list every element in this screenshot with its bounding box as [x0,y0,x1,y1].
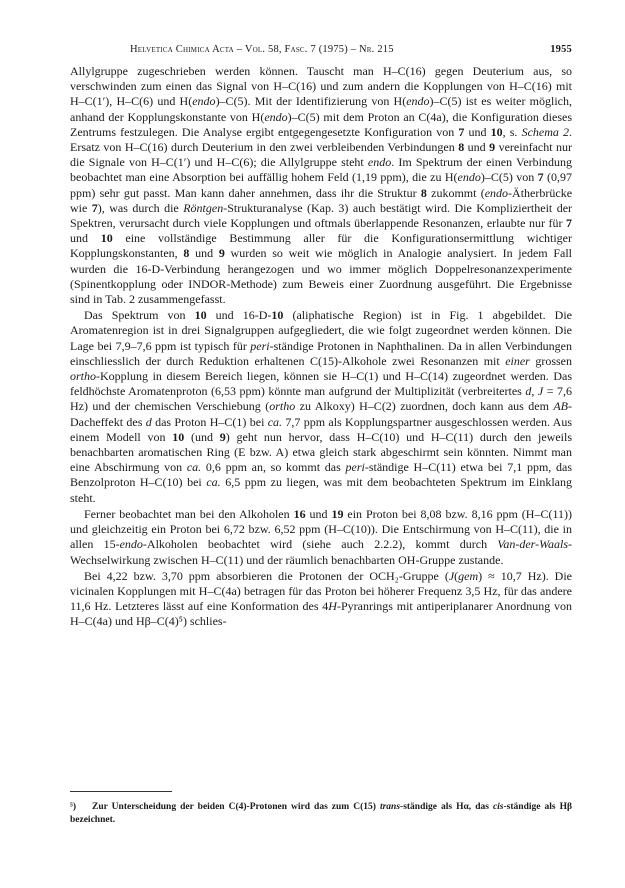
compound-number: 7 [91,200,98,215]
page-number: 1955 [550,44,572,55]
compound-number: 7 [458,124,465,139]
italic-run: J [448,568,455,583]
italic-run: J [537,384,544,399]
paragraph [70,569,572,630]
italic-run: endo [457,170,481,185]
footnote-rule [70,791,172,792]
text-run: ), was durch die [97,200,184,215]
text-run: -Kopplung in diesem Bereich liegen, können sie H–C(1) und H–C(14) zugeordnet werden. Das feldhöchste Aromatenproton (6,53 ppm) könnte man aufgrund der Multiplizität (verbreitertes [70,369,572,399]
text-run: Ferner beobachtet man bei den Alkoholen [84,506,294,521]
compound-number: 10 [172,429,185,444]
italic-run: endo [484,185,509,200]
text-run: zukommt ( [426,185,485,200]
italic-run: Röntgen [183,200,224,215]
text-run: Das Spektrum von [84,308,195,323]
text-run: -ständige Protonen in Naphthalinen. Da in allen Verbindungen einschliesslich der durch Reduktion erhaltenen C(15)-Alkohole zwei Resonanzen mit [70,338,572,368]
footnote [70,801,572,826]
italic-run: d [145,414,152,429]
text-run: und 16-D- [206,308,272,323]
italic-run: ortho [70,369,97,384]
text-run: = 7,6 Hz) und der chemischen Verschiebung ( [70,384,572,414]
text-run: eine vollständige Bestimmung aller für die Konfigurationsermittlung wichtiger Kopplungskonstanten, [70,231,573,261]
text-run: ein Proton bei 8,08 bzw. 8,16 ppm (H–C(11)) und gleichzeitig ein Proton bei 6,72 bzw. 6,52 ppm (H–C(10)). Die Entschirmung von H–C(11), die in allen 15- [70,506,573,552]
paragraph [70,308,572,506]
italic-run: endo [406,94,430,109]
text-run: )–C(5) mit dem Proton an C(4a), die Konfiguration dieses Zentrums festzulegen. Die Analyse ergibt entgegengesetzte Konfiguration von [70,109,572,139]
text-run: und [189,246,219,261]
journal-citation: Helvetica Chimica Acta – Vol. 58, Fasc. 7 (1975) – Nr. 215 [130,44,394,55]
italic-run: ca. [206,475,221,490]
text-run: -Alkoholen beobachtet wird (siehe auch 2.2.2), kommt durch [142,537,498,552]
text-run: , s. [502,124,522,139]
text-run: grossen [529,353,572,368]
text-run: )–C(5) von [480,170,538,185]
italic-run: ca. [186,460,202,475]
italic-run: peri [250,338,270,353]
italic-run: d [525,384,532,399]
compound-number: 9 [489,140,496,155]
text-run: und [305,506,332,521]
text-run: )–C(5). Mit der Identifizierung von H( [215,94,407,109]
italic-run: endo [264,109,288,124]
italic-run: trans [379,802,401,812]
compound-number: 10 [271,308,284,323]
italic-run: Van-der-Waals [497,537,568,552]
italic-run: peri [345,460,365,475]
compound-number: 10 [490,124,503,139]
text-run: 6,5 ppm zu liegen, was mit dem beobachteten Spektrum im Einklang steht. [70,475,572,505]
running-header [70,44,572,60]
text-run: und [464,140,490,155]
italic-run: endo [119,537,143,552]
footnote-text [70,802,572,825]
text-run: ) ≈ 10,7 Hz). Die vicinalen Kopplungen mit H–C(4a) betragen für das Proton bei höherer Frequenz 3,5 Hz, für das andere 11,6 Hz. Letzteres lässt auf eine Konformation des 4 [70,568,573,614]
compound-number: 19 [331,506,344,521]
paragraph [70,507,572,568]
text-run: ) geht nun hervor, dass H–C(10) und H–C(11) durch den jeweils benachbarten aromatischen Ring (E bzw. A) etwa gleich stark abgeschirmt sein könnten. Nimmt man eine Abschirmung von [70,429,572,475]
text-run: und [464,124,491,139]
italic-run: cis [492,802,504,812]
compound-number: 10 [100,231,113,246]
text-run: -Dacheffekt des [70,399,573,429]
text-run: -ständige als Hβ bezeichnet. [70,802,572,825]
text-run: -Wechselwirkung zwischen H–C(11) und der räumlich benachbarten OH-Gruppe zustande. [70,537,572,567]
text-run: (0,97 ppm) sehr gut passt. Man kann daher annehmen, dass ihr die Struktur [70,170,572,200]
text-run: 7,7 ppm als Kopplungspartner ausgeschlossen werden. Aus einem Modell von [70,414,573,444]
compound-number: 7 [566,216,572,231]
text-run: das Proton H–C(1) bei [151,414,268,429]
text-run: Allylgruppe zugeschrieben werden können. Tauscht man H–C(16) gegen Deuterium aus, so verschwinden zum einen das Signal von H–C(16) und zum andern die Kopplungen von H–C(16) mit H–C(1′), H–C(6) und H( [70,64,572,109]
text-run: )–C(5) ist es weiter möglich, anhand der Kopplungskonstante von H( [70,94,572,124]
text-run: -ständige H–C(11) etwa bei 7,1 ppm, das Benzolproton H–C(10) bei [70,460,572,490]
text-run: 0,6 ppm an, so kommt das [201,460,346,475]
compound-number: 16 [293,506,306,521]
text-run: -Ätherbrücke wie [70,185,573,215]
text-run: Zur Unterscheidung der beiden C(4)-Protonen wird das zum C(15) [92,802,380,812]
italic-run: einer [505,353,530,368]
italic-run: gem [458,568,479,583]
text-run: -ständige als Hα, das [400,802,493,812]
italic-run: ca. [267,414,283,429]
text-run: vereinfacht nur die Signale von H–C(1′) und H–C(6); die Allylgruppe steht [70,140,573,170]
italic-run: Schema 2 [521,124,570,139]
paragraph [70,64,572,307]
text-run: wurden so weit wie möglich in Analogie analysiert. In jedem Fall wurden die 16-D-Verbindung herangezogen und wo immer möglich Doppelresonanzexperimente (Spinentkopplung oder INDOR-Methode) zum Beweis einer Zuordnung ausgeführt. Die Ergebnisse sind in Tab. 2 zusammengefasst. [70,246,572,307]
text-run: (und [184,429,220,444]
text-run: . Im Spektrum der einen Verbindung beobachtet man eine Absorption bei auffällig hohem Feld (1,19 ppm), die zu H( [70,155,573,185]
compound-number: 9 [218,246,225,261]
text-run: . Ersatz von H–C(16) durch Deuterium in den zwei verbleibenden Verbindungen [70,124,573,155]
italic-run: H [328,599,337,614]
text-run: ( [454,568,459,583]
compound-number: 9 [219,429,226,444]
compound-number: 8 [458,140,465,155]
text-run: , [531,384,538,399]
text-run: -Strukturanalyse (Kap. 3) auch bestätigt wird. Die Kompliziertheit der Spektren, verursacht durch viele Kopplungen und oftmals überlappende Resonanzen, erlaubte nur für [70,200,573,231]
italic-run: endo [192,94,216,109]
text-run: (aliphatische Region) ist in Fig. 1 abgebildet. Die Aromatenregion ist in drei Signalgruppen aufgegliedert, die wie folgt zugeordnet werden können. Die Lage bei 7,9–7,6 ppm ist typisch für [70,308,573,353]
text-run: und [70,231,101,246]
body-text [70,64,572,630]
compound-number: 7 [537,170,544,185]
compound-number: 8 [183,246,190,261]
text-run: -Pyranrings mit antiperiplanarer Anordnung von H–C(4a) und Hβ–C(4)⁵) schlies- [70,599,572,629]
italic-run: ortho [269,399,296,414]
compound-number: 8 [420,185,427,200]
text-run: Bei 4,22 bzw. 3,70 ppm absorbieren die Protonen der OCH₂-Gruppe ( [84,568,449,583]
italic-run: AB [553,399,569,414]
footnote-mark: ⁵) [70,802,77,812]
italic-run: endo [367,155,392,170]
compound-number: 10 [194,308,207,323]
text-run: zu Alkoxy) H–C(2) zuordnen, doch kann aus dem [295,399,554,414]
